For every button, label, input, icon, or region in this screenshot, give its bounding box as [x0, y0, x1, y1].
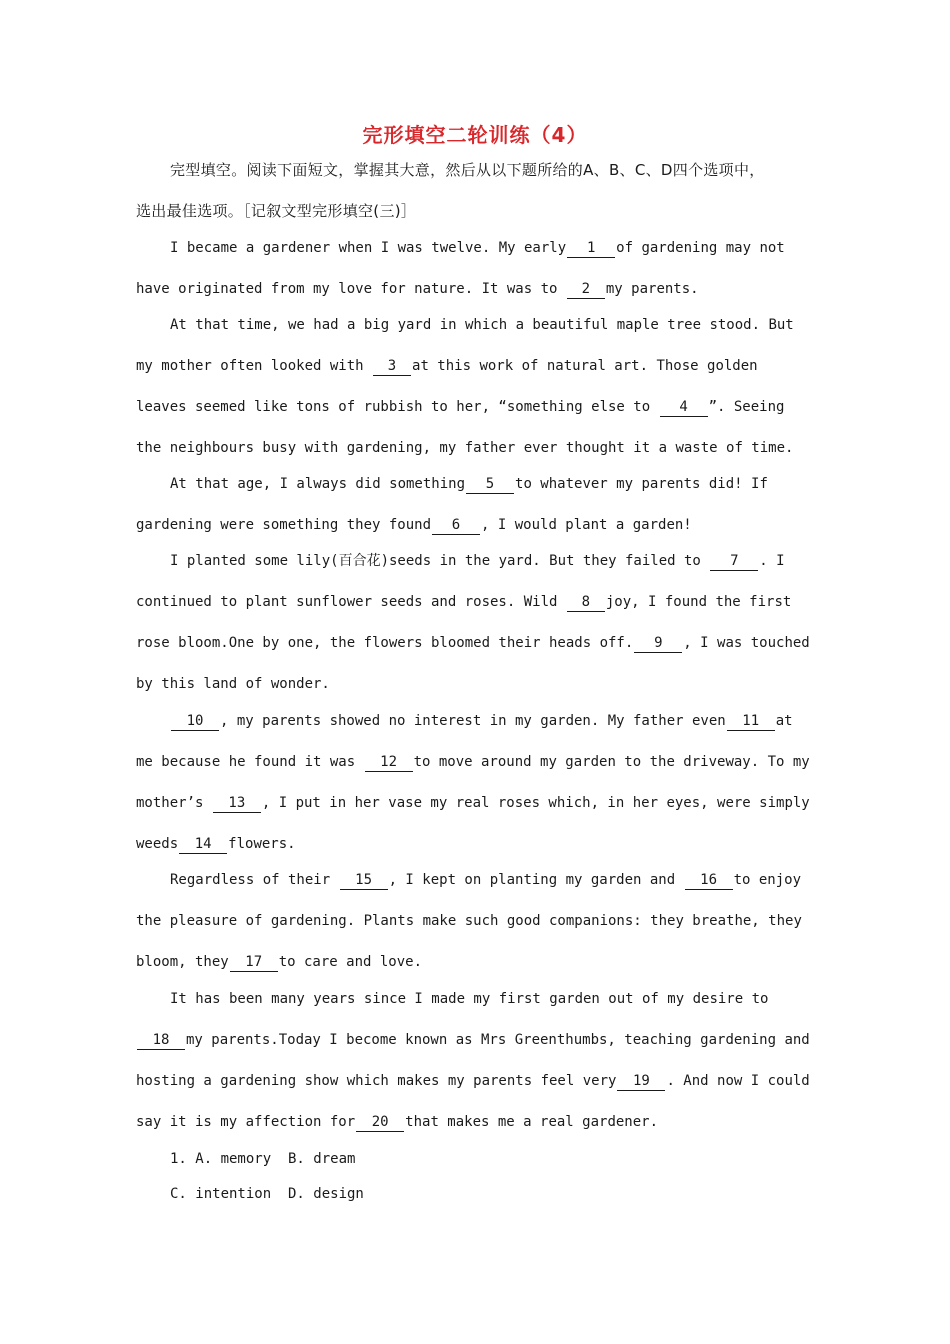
passage-text: my mother often looked with — [136, 358, 373, 374]
passage-line — [170, 551, 850, 571]
instructions-line: 完型填空。阅读下面短文，掌握其大意，然后从以下题所给的A、B、C、D四个选项中， — [170, 161, 765, 179]
passage-text: that makes me a real gardener. — [405, 1114, 659, 1130]
blank-19: 19 — [617, 1073, 665, 1091]
blank-15: 15 — [340, 872, 388, 890]
blank-6: 6 — [432, 517, 480, 535]
blank-12: 12 — [365, 754, 413, 772]
passage-line — [136, 1112, 816, 1132]
passage-text: me because he found it was — [136, 754, 364, 770]
passage-text: of gardening may not — [616, 240, 785, 256]
blank-10: 10 — [171, 713, 219, 731]
blank-4: 4 — [660, 399, 708, 417]
passage-line — [136, 793, 816, 813]
passage-line — [136, 279, 816, 299]
passage-text: . I — [759, 553, 785, 569]
passage-text: I became a gardener when I was twelve. My early — [170, 240, 567, 256]
blank-16: 16 — [685, 872, 733, 890]
passage-text: weeds — [136, 836, 179, 852]
passage-line — [170, 711, 850, 731]
passage-text: Regardless of their — [170, 872, 339, 888]
passage-line — [170, 870, 850, 890]
passage-text: rose bloom.One by one, the flowers bloomed their heads off. — [136, 635, 634, 651]
blank-13: 13 — [213, 795, 261, 813]
passage-line — [136, 397, 816, 417]
passage-text: to care and love. — [278, 954, 423, 970]
blank-7: 7 — [710, 553, 758, 571]
passage-text: at this work of natural art. Those golden — [412, 358, 758, 374]
question-option-line: 1. A. memory B. dream — [170, 1151, 356, 1167]
blank-3: 3 — [373, 358, 411, 376]
passage-text: gardening were something they found — [136, 517, 432, 533]
passage-line — [170, 238, 850, 258]
passage-line: It has been many years since I made my first garden out of my desire to — [170, 991, 769, 1007]
passage-text: my parents.Today I become known as Mrs Greenthumbs, teaching gardening and — [186, 1032, 810, 1048]
passage-line — [136, 356, 816, 376]
passage-line — [136, 752, 816, 772]
passage-line — [136, 1071, 816, 1091]
passage-text: I planted some lily(百合花)seeds in the yard. But they failed to — [170, 553, 710, 569]
passage-line: by this land of wonder. — [136, 676, 330, 692]
instructions-line: 选出最佳选项。［记叙文型完形填空(三)］ — [136, 202, 417, 220]
page-title: 完形填空二轮训练（4） — [362, 123, 588, 147]
blank-14: 14 — [179, 836, 227, 854]
blank-8: 8 — [567, 594, 605, 612]
passage-text: to whatever my parents did! If — [515, 476, 768, 492]
passage-text: mother’s — [136, 795, 212, 811]
passage-text: joy, I found the first — [605, 594, 792, 610]
passage-line — [136, 515, 816, 535]
passage-line — [136, 834, 816, 854]
blank-9: 9 — [634, 635, 682, 653]
blank-5: 5 — [466, 476, 514, 494]
passage-text: , I put in her vase my real roses which, in her eyes, were simply — [261, 795, 810, 811]
passage-line: At that time, we had a big yard in which a beautiful maple tree stood. But — [170, 317, 794, 333]
passage-text: . And now I could — [666, 1073, 810, 1089]
passage-text: to enjoy — [733, 872, 802, 888]
passage-line: the neighbours busy with gardening, my father ever thought it a waste of time. — [136, 440, 794, 456]
passage-text: to move around my garden to the driveway. To my — [413, 754, 810, 770]
passage-text: at — [775, 713, 793, 729]
blank-20: 20 — [356, 1114, 404, 1132]
passage-line — [170, 474, 850, 494]
passage-text: say it is my affection for — [136, 1114, 356, 1130]
passage-text: bloom, they — [136, 954, 229, 970]
blank-17: 17 — [230, 954, 278, 972]
blank-2: 2 — [567, 281, 605, 299]
passage-text: flowers. — [228, 836, 296, 852]
passage-text: my parents. — [605, 281, 699, 297]
blank-11: 11 — [727, 713, 775, 731]
question-option-line: C. intention D. design — [170, 1186, 364, 1202]
blank-18: 18 — [137, 1032, 185, 1050]
passage-text: , I would plant a garden! — [481, 517, 692, 533]
passage-text: continued to plant sunflower seeds and roses. Wild — [136, 594, 566, 610]
passage-text: hosting a gardening show which makes my parents feel very — [136, 1073, 617, 1089]
passage-line — [136, 952, 816, 972]
blank-1: 1 — [567, 240, 615, 258]
passage-line — [136, 1030, 816, 1050]
passage-text: leaves seemed like tons of rubbish to her, “something else to — [136, 399, 659, 415]
passage-text: have originated from my love for nature. It was to — [136, 281, 566, 297]
passage-text: , I was touched — [683, 635, 810, 651]
passage-text: At that age, I always did something — [170, 476, 466, 492]
passage-line — [136, 592, 816, 612]
passage-text: , I kept on planting my garden and — [388, 872, 684, 888]
passage-text: , my parents showed no interest in my garden. My father even — [220, 713, 726, 729]
passage-line: the pleasure of gardening. Plants make such good companions: they breathe, they — [136, 913, 802, 929]
passage-text: ”. Seeing — [708, 399, 785, 415]
passage-line — [136, 633, 816, 653]
